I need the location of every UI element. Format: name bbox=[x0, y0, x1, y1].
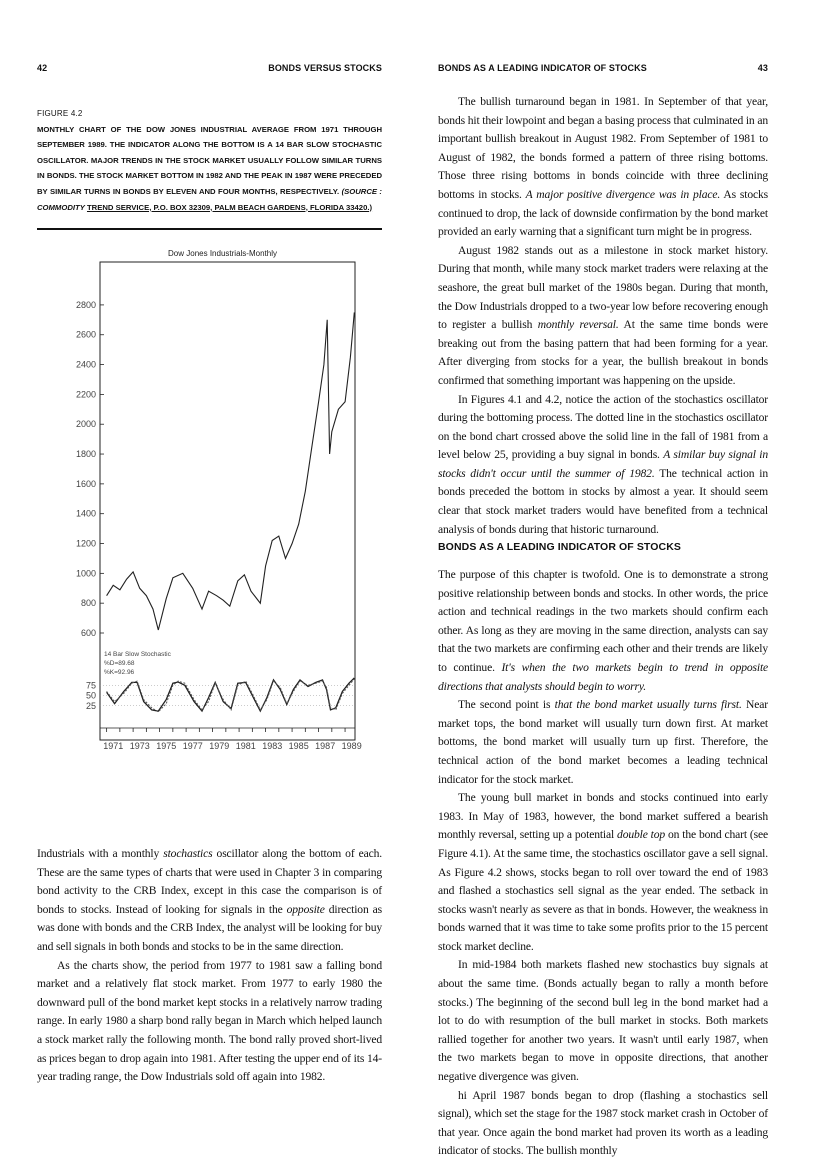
oscillator-readout-k: %K=92.96 bbox=[104, 669, 135, 676]
paragraph bbox=[438, 391, 768, 540]
x-tick-label: 1979 bbox=[209, 741, 230, 751]
text-run: The young bull market in bonds and stocks continued into early 1983. In May of 1983, however, the bond market suffered a bearish monthly reversal, setting up a potential bbox=[438, 791, 768, 842]
paragraph bbox=[37, 845, 382, 957]
text-run: Industrials with a monthly bbox=[37, 847, 164, 860]
price-tick-label: 2000 bbox=[75, 419, 96, 430]
right-page bbox=[408, 0, 816, 1158]
right-body-text-top bbox=[438, 93, 768, 539]
italic-text: double top bbox=[617, 828, 666, 842]
price-tick-label: 800 bbox=[80, 598, 96, 609]
text-run: The bullish turnaround began in 1981. In September of that year, bonds hit their lowpoint and began a basing process that culminated in an important bullish breakout in August 1982. From September of 1981 to August of 1982, the bonds formed a pattern of three rising bottoms. Those three rising bottoms in bonds coincide with three declining bottoms in stocks. bbox=[438, 95, 768, 201]
italic-text: A major positive divergence was in place. bbox=[525, 187, 721, 201]
x-tick-label: 1987 bbox=[315, 741, 336, 751]
price-tick-label: 600 bbox=[80, 628, 96, 638]
x-tick-label: 1971 bbox=[103, 741, 124, 751]
text-run: oscillator along the bottom of each. These are the same types of charts that were used in Chapter 3 in comparing bond activity to the CRB Index, except in this case the comparison is of bonds to stocks. Instead of looking for signals in the bbox=[37, 847, 383, 916]
x-tick-label: 1985 bbox=[288, 741, 309, 751]
figure-caption-source: (SOURCE : COMMODITY bbox=[37, 186, 382, 212]
figure-caption-tail: TREND SERVICE, P.O. BOX 32309, PALM BEACH GARDENS, FLORIDA 33420.) bbox=[86, 202, 373, 212]
price-tick-label: 1800 bbox=[75, 449, 96, 460]
chart-title: Dow Jones Industrials-Monthly bbox=[168, 249, 277, 258]
text-run: The technical action in bonds preceded the bottom in stocks by almost a year. It should seem clear that stock market traders would have benefited from a technical analysis of bonds during that historic turnaround. bbox=[438, 466, 768, 536]
left-page-number: 42 bbox=[37, 63, 48, 73]
italic-text: monthly reversal. bbox=[537, 318, 619, 332]
dow-jones-chart bbox=[60, 250, 370, 760]
text-run: In mid-1984 both markets flashed new stochastics buy signals at about the same time. (Bonds actually began to rally a month before stocks.) The beginning of the second bull leg in the bond market had a lot to do with resumption of the bull market in stocks. Both markets rallied together for another two years. It wasn't until early 1987, when the two markets began to move in opposite directions, that another negative divergence was given. bbox=[438, 958, 768, 1084]
paragraph bbox=[438, 93, 768, 242]
oscillator-tick-label: 50 bbox=[85, 690, 96, 701]
text-run: As the charts show, the period from 1977 to 1981 saw a falling bond market and a relatively flat stock market. From 1977 to early 1980 the downward pull of the bond market kept stocks in a relatively narrow trading range. In early 1980 a sharp bond rally began in March which helped launch a stock market rally the following month. The bond rally proved short-lived as prices began to drop again into 1981. After testing the upper end of its 14-year trading range, the Dow Industrials sold off again into 1982. bbox=[37, 958, 382, 1084]
italic-text: opposite bbox=[286, 902, 325, 916]
figure-caption-main: MONTHLY CHART OF THE DOW JONES INDUSTRIAL AVERAGE FROM 1971 THROUGH SEPTEMBER 1989. THE INDICATOR ALONG THE BOTTOM IS A 14 BAR SLOW STOCHASTIC OSCILLATOR. MAJOR TRENDS IN THE STOCK MARKET USUALLY FOLLOW SIMILAR TURNS IN BONDS. THE STOCK MARKET BOTTOM IN 1982 AND THE PEAK IN 1987 WERE PRECEDED BY SIMILAR TURNS IN BONDS BY ELEVEN AND FOUR MONTHS, RESPECTIVELY. bbox=[37, 124, 382, 196]
paragraph bbox=[37, 957, 382, 1087]
text-run: on the bond chart (see Figure 4.1). At the same time, the stochastics oscillator gave a sell signal. As Figure 4.2 shows, stocks began to roll over toward the end of 1983 and flashed a stochastics sell signal as the year ended. The setback in stocks wasn't nearly as severe as that in bonds. However, the weakness in bonds warned that it was time to take some profits prior to the 15 percent stock market decline. bbox=[438, 828, 768, 953]
right-running-head bbox=[438, 63, 768, 77]
x-tick-label: 1975 bbox=[156, 741, 177, 751]
section-heading: BONDS AS A LEADING INDICATOR OF STOCKS bbox=[438, 541, 681, 553]
text-run: direction as was done with bonds and the CRB Index, the analyst will be looking for buy and sell signals in both bonds and stocks to be in the same direction. bbox=[37, 902, 382, 953]
text-run: At the same time bonds were breaking out from the basing pattern that had been forming for a year. After diverging from stocks for a year, the bullish breakout in bonds confirmed that something important was happening on the upside. bbox=[438, 318, 768, 387]
figure-rule bbox=[37, 228, 382, 230]
italic-text: It's when the two markets begin to trend in opposite directions that analysts should begin to worry. bbox=[438, 660, 769, 693]
chart-frame bbox=[100, 262, 355, 740]
italic-text: that the bond market usually turns first. bbox=[554, 698, 742, 712]
oscillator-name: 14 Bar Slow Stochastic bbox=[104, 651, 171, 658]
price-tick-label: 1200 bbox=[75, 538, 96, 549]
right-body-text-bottom bbox=[438, 566, 768, 1161]
paragraph bbox=[438, 789, 768, 956]
oscillator-tick-label: 75 bbox=[85, 680, 96, 691]
text-run: In Figures 4.1 and 4.2, notice the action of the stochastics oscillator during the bottoming process. The dotted line in the stochastics oscillator on the bond chart crossed above the solid line in the fall of 1981 from a level below 25, providing a buy signal in bonds. bbox=[438, 392, 768, 462]
price-tick-label: 1000 bbox=[75, 568, 96, 579]
text-run: As stocks continued to drop, the lack of downside confirmation by the bond market provided an early warning that a significant turn might be in progress. bbox=[438, 187, 768, 239]
oscillator-readout-d: %D=89.68 bbox=[104, 660, 135, 667]
x-tick-label: 1981 bbox=[235, 741, 256, 751]
oscillator-k-line bbox=[107, 678, 355, 711]
x-tick-label: 1973 bbox=[129, 741, 150, 751]
price-tick-label: 2600 bbox=[75, 329, 96, 340]
price-tick-label: 2200 bbox=[75, 389, 96, 400]
paragraph bbox=[438, 242, 768, 391]
figure-caption-text bbox=[37, 122, 382, 216]
price-tick-label: 2400 bbox=[75, 359, 96, 370]
paragraph bbox=[438, 566, 768, 696]
left-running-head bbox=[37, 63, 382, 77]
paragraph bbox=[438, 956, 768, 1086]
price-tick-label: 1400 bbox=[75, 508, 96, 519]
left-running-title: BONDS VERSUS STOCKS bbox=[268, 63, 382, 73]
figure-label: FIGURE 4.2 bbox=[37, 109, 83, 118]
text-run: hi April 1987 bonds began to drop (flashing a stochastics sell signal), which set the stage for the 1987 stock market crash in October of that year. Once again the bond market had proven its worth as a leading indicator of stocks. The bullish monthly bbox=[438, 1088, 768, 1158]
x-tick-label: 1983 bbox=[262, 741, 283, 751]
left-page bbox=[0, 0, 408, 1123]
paragraph bbox=[438, 696, 768, 789]
italic-text: A similar buy signal in stocks didn't occur until the summer of 1982. bbox=[438, 448, 768, 480]
oscillator-tick-label: 25 bbox=[85, 700, 96, 711]
text-run: The purpose of this chapter is twofold. One is to demonstrate a strong positive relationship between bonds and stocks. In other words, the price action and technical readings in the two markets should confirm each other. As long as they are moving in the same direction, analysts can say that the two markets are confirming each other and their trends are likely to continue. bbox=[438, 568, 768, 674]
right-running-title: BONDS AS A LEADING INDICATOR OF STOCKS bbox=[438, 63, 647, 73]
oscillator-d-line bbox=[107, 679, 355, 712]
text-run: The second point is bbox=[458, 698, 555, 712]
paragraph bbox=[438, 1087, 768, 1161]
price-series-line bbox=[107, 312, 355, 630]
x-tick-label: 1977 bbox=[182, 741, 203, 751]
text-run: August 1982 stands out as a milestone in stock market history. During that month, while many stock market traders were relaxing at the seashore, the great bull market of the 1980s began. During that month, the Dow Industrials dropped to a two-year low before recovering enough to register a bullish bbox=[438, 243, 768, 332]
right-page-number: 43 bbox=[757, 63, 768, 73]
text-run: Near market tops, the bond market will usually turn down first. At market bottoms, the bond market will usually turn up first. Therefore, the technical action of the bond market becomes a leading technical indicator for the stock market. bbox=[438, 698, 768, 786]
left-body-text bbox=[37, 845, 382, 1087]
italic-text: stochastics bbox=[163, 847, 213, 860]
price-tick-label: 2800 bbox=[75, 299, 96, 310]
price-tick-label: 1600 bbox=[75, 478, 96, 489]
x-tick-label: 1989 bbox=[341, 741, 362, 751]
figure-caption bbox=[37, 106, 382, 215]
